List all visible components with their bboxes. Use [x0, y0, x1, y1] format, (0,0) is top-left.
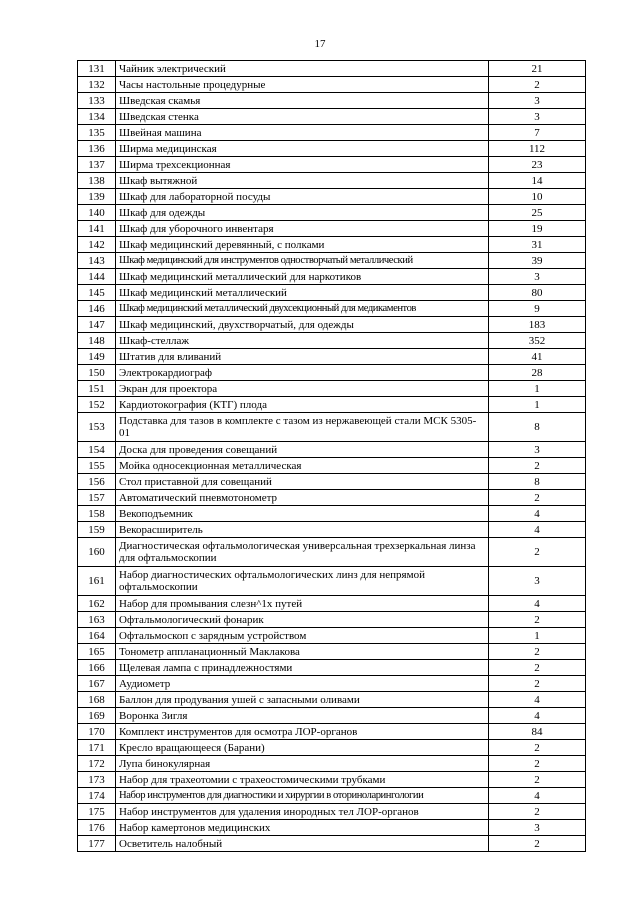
item-name-cell: Баллон для продувания ушей с запасными оливами: [116, 692, 489, 708]
row-number-cell: 143: [78, 253, 116, 269]
table-row: [78, 836, 586, 852]
row-number-cell: 150: [78, 365, 116, 381]
item-name-cell: Электрокардиограф: [116, 365, 489, 381]
item-name-cell: Шкаф для одежды: [116, 205, 489, 221]
item-name-cell: Шкаф для уборочного инвентаря: [116, 221, 489, 237]
row-number-cell: 153: [78, 413, 116, 442]
quantity-cell: 3: [489, 442, 586, 458]
row-number-cell: 134: [78, 109, 116, 125]
quantity-cell: 2: [489, 772, 586, 788]
row-number-cell: 151: [78, 381, 116, 397]
quantity-cell: 19: [489, 221, 586, 237]
table-row: [78, 740, 586, 756]
quantity-cell: 2: [489, 490, 586, 506]
table-row: [78, 173, 586, 189]
item-name-cell: Шкаф медицинский металлический: [116, 285, 489, 301]
item-name-cell: Диагностическая офтальмологическая универсальная трехзеркальная линза для офтальмоскопии: [116, 538, 489, 567]
table-row: [78, 458, 586, 474]
table-row: [78, 381, 586, 397]
row-number-cell: 132: [78, 77, 116, 93]
item-name-cell: Ширма медицинская: [116, 141, 489, 157]
quantity-cell: 8: [489, 413, 586, 442]
table-row: [78, 692, 586, 708]
row-number-cell: 173: [78, 772, 116, 788]
row-number-cell: 175: [78, 804, 116, 820]
table-row: [78, 490, 586, 506]
table-row: [78, 189, 586, 205]
item-name-cell: Шкаф медицинский для инструментов одностворчатый металлический: [116, 253, 489, 269]
quantity-cell: 84: [489, 724, 586, 740]
table-row: [78, 596, 586, 612]
row-number-cell: 160: [78, 538, 116, 567]
item-name-cell: Шкаф медицинский, двухстворчатый, для одежды: [116, 317, 489, 333]
item-name-cell: Шведская скамья: [116, 93, 489, 109]
item-name-cell: Набор камертонов медицинских: [116, 820, 489, 836]
table-row: [78, 612, 586, 628]
table-row: [78, 61, 586, 77]
table-row: [78, 333, 586, 349]
quantity-cell: 3: [489, 820, 586, 836]
item-name-cell: Шкаф для лабораторной посуды: [116, 189, 489, 205]
item-name-cell: Штатив для вливаний: [116, 349, 489, 365]
table-row: [78, 708, 586, 724]
item-name-cell: Шкаф медицинский металлический для наркотиков: [116, 269, 489, 285]
row-number-cell: 176: [78, 820, 116, 836]
item-name-cell: Часы настольные процедурные: [116, 77, 489, 93]
item-name-cell: Офтальмологический фонарик: [116, 612, 489, 628]
quantity-cell: 2: [489, 756, 586, 772]
table-row: [78, 109, 586, 125]
quantity-cell: 41: [489, 349, 586, 365]
table-row: [78, 522, 586, 538]
item-name-cell: Шкаф-стеллаж: [116, 333, 489, 349]
item-name-cell: Векоподъемник: [116, 506, 489, 522]
table-row: [78, 644, 586, 660]
quantity-cell: 4: [489, 596, 586, 612]
table-row: [78, 772, 586, 788]
item-name-cell: Комплект инструментов для осмотра ЛОР-органов: [116, 724, 489, 740]
quantity-cell: 352: [489, 333, 586, 349]
quantity-cell: 2: [489, 836, 586, 852]
quantity-cell: 4: [489, 708, 586, 724]
row-number-cell: 166: [78, 660, 116, 676]
item-name-cell: Экран для проектора: [116, 381, 489, 397]
quantity-cell: 2: [489, 644, 586, 660]
table-row: [78, 538, 586, 567]
table-row: [78, 788, 586, 804]
table-row: [78, 365, 586, 381]
table-row: [78, 269, 586, 285]
table-row: [78, 506, 586, 522]
quantity-cell: 3: [489, 269, 586, 285]
table-row: [78, 237, 586, 253]
quantity-cell: 1: [489, 628, 586, 644]
table-row: [78, 125, 586, 141]
table-row: [78, 724, 586, 740]
item-name-cell: Набор инструментов для удаления инородных тел ЛОР-органов: [116, 804, 489, 820]
row-number-cell: 164: [78, 628, 116, 644]
table-row: [78, 77, 586, 93]
table-row: [78, 253, 586, 269]
item-name-cell: Чайник электрический: [116, 61, 489, 77]
item-name-cell: Подставка для тазов в комплекте с тазом из нержавеющей стали МСК 5305-01: [116, 413, 489, 442]
item-name-cell: Тонометр аппланационный Маклакова: [116, 644, 489, 660]
quantity-cell: 112: [489, 141, 586, 157]
quantity-cell: 25: [489, 205, 586, 221]
row-number-cell: 172: [78, 756, 116, 772]
table-row: [78, 442, 586, 458]
item-name-cell: Ширма трехсекционная: [116, 157, 489, 173]
row-number-cell: 149: [78, 349, 116, 365]
table-row: [78, 221, 586, 237]
row-number-cell: 138: [78, 173, 116, 189]
quantity-cell: 31: [489, 237, 586, 253]
row-number-cell: 133: [78, 93, 116, 109]
quantity-cell: 4: [489, 692, 586, 708]
quantity-cell: 4: [489, 788, 586, 804]
row-number-cell: 159: [78, 522, 116, 538]
table-row: [78, 397, 586, 413]
row-number-cell: 131: [78, 61, 116, 77]
quantity-cell: 183: [489, 317, 586, 333]
table-row: [78, 301, 586, 317]
item-name-cell: Шкаф медицинский металлический двухсекционный для медикаментов: [116, 301, 489, 317]
quantity-cell: 23: [489, 157, 586, 173]
row-number-cell: 154: [78, 442, 116, 458]
item-name-cell: Стол приставной для совещаний: [116, 474, 489, 490]
quantity-cell: 7: [489, 125, 586, 141]
row-number-cell: 162: [78, 596, 116, 612]
table-row: [78, 804, 586, 820]
quantity-cell: 2: [489, 458, 586, 474]
row-number-cell: 169: [78, 708, 116, 724]
row-number-cell: 161: [78, 567, 116, 596]
quantity-cell: 4: [489, 522, 586, 538]
row-number-cell: 163: [78, 612, 116, 628]
table-row: [78, 474, 586, 490]
row-number-cell: 145: [78, 285, 116, 301]
item-name-cell: Набор диагностических офтальмологических линз для непрямой офтальмоскопии: [116, 567, 489, 596]
item-name-cell: Шкаф медицинский деревянный, с полками: [116, 237, 489, 253]
row-number-cell: 177: [78, 836, 116, 852]
table-row: [78, 317, 586, 333]
quantity-cell: 2: [489, 804, 586, 820]
quantity-cell: 21: [489, 61, 586, 77]
row-number-cell: 136: [78, 141, 116, 157]
quantity-cell: 2: [489, 538, 586, 567]
row-number-cell: 167: [78, 676, 116, 692]
item-name-cell: Щелевая лампа с принадлежностями: [116, 660, 489, 676]
item-name-cell: Кардиотокография (КТГ) плода: [116, 397, 489, 413]
row-number-cell: 152: [78, 397, 116, 413]
table-row: [78, 820, 586, 836]
item-name-cell: Мойка односекционная металлическая: [116, 458, 489, 474]
item-name-cell: Автоматический пневмотонометр: [116, 490, 489, 506]
item-name-cell: Швейная машина: [116, 125, 489, 141]
item-name-cell: Осветитель налобный: [116, 836, 489, 852]
item-name-cell: Воронка Зигля: [116, 708, 489, 724]
table-row: [78, 349, 586, 365]
item-name-cell: Кресло вращающееся (Барани): [116, 740, 489, 756]
row-number-cell: 158: [78, 506, 116, 522]
quantity-cell: 2: [489, 740, 586, 756]
item-name-cell: Набор для промывания слезн^1х путей: [116, 596, 489, 612]
table-row: [78, 285, 586, 301]
table-row: [78, 756, 586, 772]
table-row: [78, 676, 586, 692]
table-row: [78, 205, 586, 221]
row-number-cell: 142: [78, 237, 116, 253]
row-number-cell: 137: [78, 157, 116, 173]
row-number-cell: 148: [78, 333, 116, 349]
row-number-cell: 135: [78, 125, 116, 141]
row-number-cell: 139: [78, 189, 116, 205]
quantity-cell: 4: [489, 506, 586, 522]
row-number-cell: 170: [78, 724, 116, 740]
page-number: 17: [314, 38, 326, 50]
quantity-cell: 8: [489, 474, 586, 490]
equipment-table: [77, 60, 586, 852]
row-number-cell: 165: [78, 644, 116, 660]
table-row: [78, 628, 586, 644]
quantity-cell: 2: [489, 676, 586, 692]
row-number-cell: 140: [78, 205, 116, 221]
quantity-cell: 9: [489, 301, 586, 317]
row-number-cell: 156: [78, 474, 116, 490]
quantity-cell: 3: [489, 93, 586, 109]
item-name-cell: Набор инструментов для диагностики и хирургии в оториноларингологии: [116, 788, 489, 804]
row-number-cell: 168: [78, 692, 116, 708]
row-number-cell: 174: [78, 788, 116, 804]
row-number-cell: 157: [78, 490, 116, 506]
quantity-cell: 80: [489, 285, 586, 301]
item-name-cell: Шкаф вытяжной: [116, 173, 489, 189]
quantity-cell: 2: [489, 612, 586, 628]
item-name-cell: Лупа бинокулярная: [116, 756, 489, 772]
item-name-cell: Набор для трахеотомии с трахеостомическими трубками: [116, 772, 489, 788]
item-name-cell: Шведская стенка: [116, 109, 489, 125]
table-row: [78, 660, 586, 676]
item-name-cell: Доска для проведения совещаний: [116, 442, 489, 458]
item-name-cell: Аудиометр: [116, 676, 489, 692]
quantity-cell: 2: [489, 660, 586, 676]
quantity-cell: 3: [489, 567, 586, 596]
quantity-cell: 14: [489, 173, 586, 189]
quantity-cell: 39: [489, 253, 586, 269]
table-row: [78, 567, 586, 596]
table-row: [78, 141, 586, 157]
quantity-cell: 1: [489, 381, 586, 397]
row-number-cell: 146: [78, 301, 116, 317]
item-name-cell: Веко​расширитель: [116, 522, 489, 538]
quantity-cell: 1: [489, 397, 586, 413]
table-row: [78, 93, 586, 109]
table-row: [78, 413, 586, 442]
equipment-table-body: [78, 61, 586, 852]
quantity-cell: 2: [489, 77, 586, 93]
quantity-cell: 10: [489, 189, 586, 205]
row-number-cell: 147: [78, 317, 116, 333]
row-number-cell: 144: [78, 269, 116, 285]
row-number-cell: 141: [78, 221, 116, 237]
quantity-cell: 3: [489, 109, 586, 125]
table-row: [78, 157, 586, 173]
quantity-cell: 28: [489, 365, 586, 381]
row-number-cell: 171: [78, 740, 116, 756]
row-number-cell: 155: [78, 458, 116, 474]
item-name-cell: Офтальмоскоп с зарядным устройством: [116, 628, 489, 644]
